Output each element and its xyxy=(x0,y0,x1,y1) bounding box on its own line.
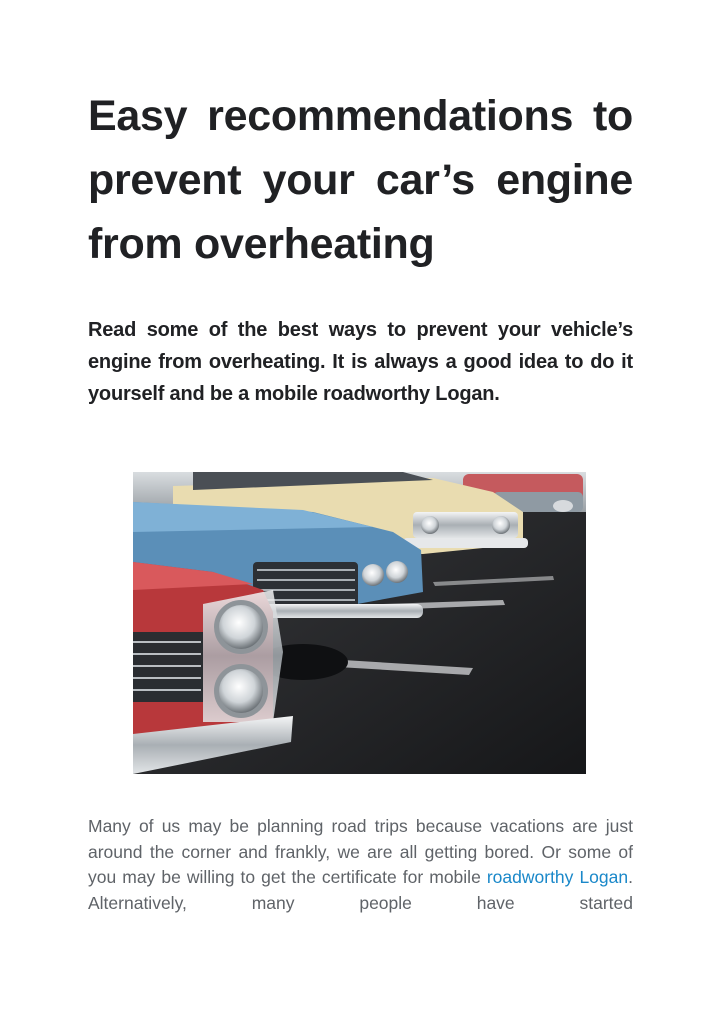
article-title: Easy recommendations to prevent your car’s engine from overheating xyxy=(88,92,633,268)
classic-cars-photo xyxy=(133,472,586,774)
article-paragraph xyxy=(88,814,633,916)
article-subtitle: Read some of the best ways to prevent your vehicle’s engine from overheating. It is always a good idea to do it yourself and be a mobile roadworthy Logan. xyxy=(88,319,633,405)
paragraph-text-continued: . Alternatively, many people have started xyxy=(88,867,633,913)
paragraph-text: Many of us may be planning road trips because vacations are just around the corner and frankly, we are all getting bored. Or some of you may be willing to get the certificate for mobile xyxy=(88,816,633,887)
roadworthy-logan-link[interactable]: roadworthy Logan xyxy=(486,867,629,887)
photo-icon xyxy=(133,472,586,774)
